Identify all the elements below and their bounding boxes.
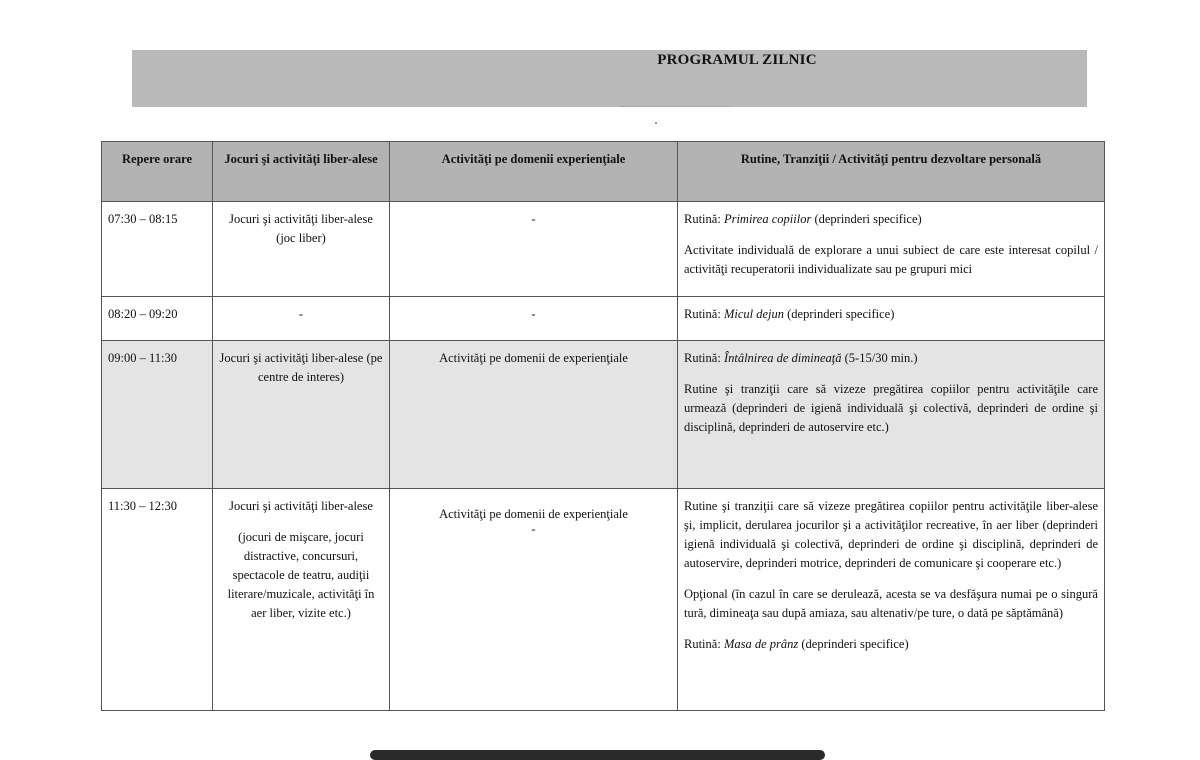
routine-paragraph: Rutine şi tranziţii care să vizeze pregătirea copiilor pentru activităţile care urmează (deprinderi de igienă individuală şi colectivă, deprinderi de ordine şi disciplină, deprinderi de autoservire etc.) [684, 382, 1098, 434]
domain-activities-cell: - [390, 202, 678, 297]
routine-name: Primirea copiilor [723, 212, 812, 226]
schedule-table [101, 141, 1105, 711]
time-cell: 11:30 – 12:30 [102, 489, 213, 711]
table-header-row [102, 142, 1105, 202]
routine-line [684, 635, 1098, 654]
header-free-activities: Jocuri şi activităţi liber-alese [213, 142, 390, 202]
free-activities-cell [213, 489, 390, 711]
table-row [102, 202, 1105, 297]
domain-activities-cell [390, 489, 678, 711]
domain-activities-cell: Activităţi pe domenii de experienţiale [390, 341, 678, 489]
routine-label: Rutină: [684, 637, 724, 651]
routine-name: Întâlnirea de dimineaţă [723, 351, 842, 365]
scan-edge-artifact [370, 750, 825, 760]
routines-cell [678, 341, 1105, 489]
routines-cell [678, 489, 1105, 711]
free-activities-cell: - [213, 297, 390, 341]
free-activities-cell: Jocuri şi activităţi liber-alese (joc liber) [213, 202, 390, 297]
time-cell: 09:00 – 11:30 [102, 341, 213, 489]
table-row [102, 341, 1105, 489]
routine-label: Rutină: [684, 212, 724, 226]
routine-detail: (deprinderi specifice) [798, 637, 909, 651]
routine-detail: (deprinderi specifice) [784, 307, 895, 321]
routine-label: Rutină: [684, 307, 724, 321]
routine-line [684, 210, 1098, 229]
header-time: Repere orare [102, 142, 213, 202]
domain-activities-cell: - [390, 297, 678, 341]
page-title: PROGRAMUL ZILNIC [657, 52, 817, 68]
routine-name: Micul dejun [723, 307, 784, 321]
routine-line [684, 349, 1098, 368]
time-cell: 07:30 – 08:15 [102, 202, 213, 297]
routine-detail: (deprinderi specifice) [811, 212, 922, 226]
table-row [102, 297, 1105, 341]
time-cell: 08:20 – 09:20 [102, 297, 213, 341]
routine-line [684, 305, 1098, 324]
routine-paragraph: Activitate individuală de explorare a unui subiect de care este interesat copilul / activităţi recuperatorii individualizate sau pe grupuri mici [684, 243, 1098, 276]
scan-artifact [620, 98, 730, 107]
routine-detail: (5-15/30 min.) [841, 351, 918, 365]
header-routines: Rutine, Tranziţii / Activităţi pentru dezvoltare personală [678, 142, 1105, 202]
free-activities-cell: Jocuri şi activităţi liber-alese (pe centre de interes) [213, 341, 390, 489]
title-band [132, 50, 1087, 107]
free-activities-examples: (jocuri de mişcare, jocuri distractive, concursuri, spectacole de teatru, audiţii literare/muzicale, activităţi în aer liber, vizite etc.) [227, 530, 375, 620]
table-row [102, 489, 1105, 711]
routine-optional-paragraph: Opţional (în cazul în care se derulează, acesta se va desfăşura numai pe o singură tură, dimineaţa sau după amiaza, sau altenativ/pe ture, o dată pe săptămână) [684, 587, 1098, 620]
free-activities-text: Jocuri şi activităţi liber-alese [229, 499, 373, 513]
domain-activities-text: Activităţi pe domenii de experienţiale [439, 507, 628, 521]
header-domain-activities: Activităţi pe domenii experienţiale [390, 142, 678, 202]
routine-label: Rutină: [684, 351, 724, 365]
domain-activities-dash: - [531, 522, 536, 536]
routine-name: Masa de prânz [723, 637, 799, 651]
routine-paragraph: Rutine şi tranziţii care să vizeze pregătirea copiilor pentru activităţile liber-alese şi, implicit, derularea jocurilor şi a activităţilor recreative, în aer liber (deprinderi igienă individuală şi colectivă, deprinderi de ordine şi disciplină, deprinderi de autoservire, deprinderi motrice, deprinderi de comunicare şi cooperare etc.) [684, 499, 1098, 570]
routines-cell [678, 297, 1105, 341]
routines-cell [678, 202, 1105, 297]
scan-artifact [655, 122, 657, 124]
